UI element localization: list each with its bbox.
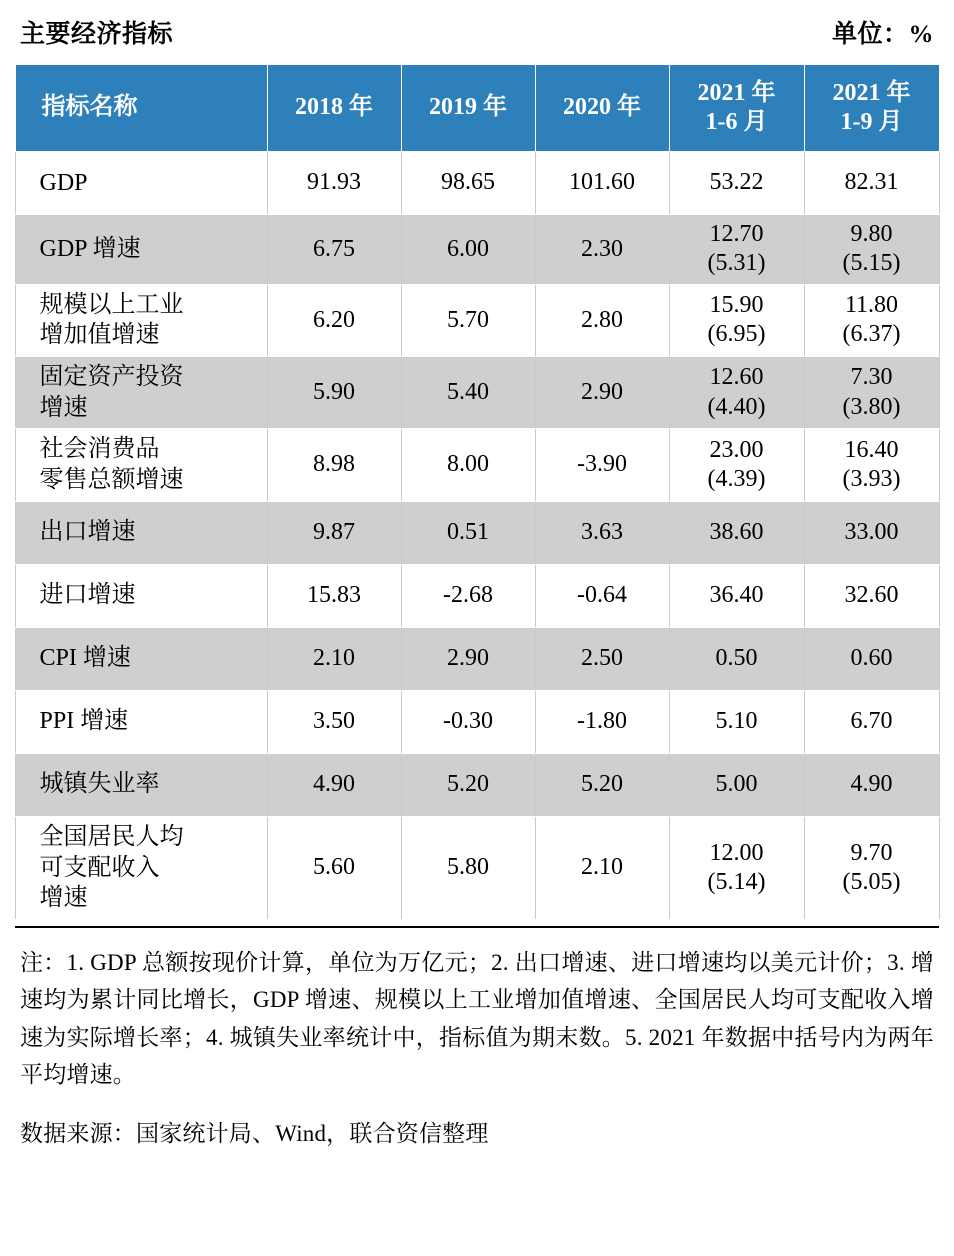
cell-2021-q3: 6.70 [804, 690, 939, 753]
row-label-line1: CPI 增速 [39, 645, 131, 672]
row-label-line2: 增速 [39, 394, 88, 421]
column-header-2018: 2018 年 [267, 65, 401, 152]
cell-2020: 2.50 [535, 627, 669, 690]
row-label [15, 690, 267, 753]
cell-2018: 15.83 [267, 564, 401, 627]
cell-2020: 2.10 [535, 816, 669, 919]
cell-2021-q3 [804, 284, 939, 356]
table-header-row [15, 65, 939, 152]
cell-2021-h1-value: 12.70 [709, 221, 764, 247]
cell-2020: 101.60 [535, 152, 669, 215]
cell-2021-q3 [804, 356, 939, 428]
cell-2020: -0.64 [535, 564, 669, 627]
page-title: 主要经济指标 [20, 21, 174, 48]
cell-2021-q3: 4.90 [804, 753, 939, 816]
cell-2018: 91.93 [267, 152, 401, 215]
table-row [15, 690, 939, 753]
column-header-indicator: 指标名称 [15, 65, 267, 152]
title-row [20, 14, 934, 50]
cell-2018: 5.60 [267, 816, 401, 919]
row-label [15, 284, 267, 356]
table-row [15, 627, 939, 690]
cell-2020: 2.90 [535, 356, 669, 428]
cell-2021-h1 [669, 152, 804, 215]
cell-2021-h1-value: 12.60 [709, 364, 764, 391]
cell-2021-q3-value: 7.30 [850, 364, 893, 391]
unit-label: 单位：% [831, 21, 934, 48]
cell-2021-h1: 5.10 [669, 690, 804, 753]
row-label [15, 816, 267, 919]
table-row [15, 429, 939, 501]
cell-2021-h1 [669, 429, 804, 501]
cell-2021-h1 [669, 816, 804, 919]
table-row [15, 284, 939, 356]
row-label-line1: GDP [39, 169, 88, 196]
cell-2021-h1-value: 15.90 [709, 291, 764, 318]
column-header-2021-q3 [804, 65, 939, 152]
row-label [15, 753, 267, 816]
row-label [15, 627, 267, 690]
cell-2021-q3-value: 16.40 [844, 436, 899, 463]
cell-2018: 4.90 [267, 753, 401, 816]
cell-2021-h1-value: 53.22 [709, 169, 764, 196]
cell-2019: 5.20 [401, 753, 535, 816]
cell-2021-q3: 0.60 [804, 627, 939, 690]
row-label-line1: 进口增速 [39, 582, 136, 609]
table-row [15, 215, 939, 285]
cell-2018: 6.20 [267, 284, 401, 356]
cell-2021-q3-value: 11.80 [844, 291, 899, 318]
table-notes: 注：1. GDP 总额按现价计算，单位为万亿元；2. 出口增速、进口增速均以美元计价；3. 增速均为累计同比增长，GDP 增速、规模以上工业增加值增速、全国居民人均可支配收入增速为实际增长率；4. 城镇失业率统计中，指标值为期末数。5. 2021 年数据中括号内为两年平均增速。 [20, 950, 934, 1087]
cell-2018: 5.90 [267, 356, 401, 428]
cell-2019: 8.00 [401, 429, 535, 501]
cell-2020: -1.80 [535, 690, 669, 753]
row-label-line1: 社会消费品 [39, 436, 160, 463]
row-label-line1: 城镇失业率 [39, 771, 160, 798]
column-header-2021-q3-line1: 2021 年 [832, 79, 911, 106]
row-label [15, 215, 267, 285]
cell-2019: 98.65 [401, 152, 535, 215]
row-label-line2: 增加值增速 [39, 322, 160, 349]
cell-2021-q3-value: 9.80 [850, 221, 893, 247]
cell-2021-h1-subvalue: (4.39) [707, 466, 766, 493]
row-label-line1: 出口增速 [39, 519, 136, 546]
row-label [15, 501, 267, 564]
cell-2019: -2.68 [401, 564, 535, 627]
table-row [15, 501, 939, 564]
cell-2019: -0.30 [401, 690, 535, 753]
economic-indicators-table [15, 64, 940, 920]
cell-2021-h1-subvalue: (4.40) [707, 393, 766, 420]
row-label-line1: 全国居民人均 [39, 823, 184, 850]
cell-2021-h1: 0.50 [669, 627, 804, 690]
cell-2021-q3-value: 9.70 [850, 839, 893, 866]
cell-2021-q3: 33.00 [804, 501, 939, 564]
cell-2018: 8.98 [267, 429, 401, 501]
cell-2019: 0.51 [401, 501, 535, 564]
row-label-line1: 规模以上工业 [39, 291, 184, 318]
table-header [15, 65, 939, 152]
table-row [15, 356, 939, 428]
cell-2021-q3-value: 82.31 [844, 169, 899, 196]
cell-2019: 2.90 [401, 627, 535, 690]
cell-2021-h1-subvalue: (5.31) [707, 250, 766, 277]
cell-2021-h1: 36.40 [669, 564, 804, 627]
table-row [15, 816, 939, 919]
column-header-2019: 2019 年 [401, 65, 535, 152]
column-header-2021-h1-line2: 1-6 月 [705, 109, 768, 135]
row-label-line1: 固定资产投资 [39, 363, 184, 390]
cell-2021-h1-value: 23.00 [709, 436, 764, 463]
table-row [15, 564, 939, 627]
table-row [15, 753, 939, 816]
cell-2019: 5.70 [401, 284, 535, 356]
column-header-2021-h1-line1: 2021 年 [697, 79, 776, 106]
row-label-line1: GDP 增速 [39, 235, 141, 262]
cell-2021-q3: 32.60 [804, 564, 939, 627]
row-label-line3: 增速 [39, 885, 88, 912]
cell-2021-q3 [804, 429, 939, 501]
cell-2021-h1-subvalue: (6.95) [707, 321, 766, 348]
row-label [15, 152, 267, 215]
row-label [15, 429, 267, 501]
row-label [15, 564, 267, 627]
table-bottom-rule [15, 926, 939, 928]
cell-2021-h1-value: 12.00 [709, 839, 764, 866]
cell-2019: 5.40 [401, 356, 535, 428]
column-header-2021-h1 [669, 65, 804, 152]
cell-2018: 3.50 [267, 690, 401, 753]
cell-2019: 6.00 [401, 215, 535, 285]
cell-2021-q3 [804, 152, 939, 215]
cell-2021-h1 [669, 356, 804, 428]
cell-2020: 3.63 [535, 501, 669, 564]
row-label [15, 356, 267, 428]
column-header-2021-q3-line2: 1-9 月 [840, 109, 903, 135]
cell-2021-q3-subvalue: (5.15) [842, 250, 901, 277]
cell-2021-q3-subvalue: (6.37) [842, 321, 901, 348]
cell-2020: 5.20 [535, 753, 669, 816]
row-label-line2: 零售总额增速 [39, 467, 184, 494]
cell-2018: 9.87 [267, 501, 401, 564]
cell-2020: -3.90 [535, 429, 669, 501]
cell-2018: 6.75 [267, 215, 401, 285]
cell-2021-h1: 38.60 [669, 501, 804, 564]
cell-2018: 2.10 [267, 627, 401, 690]
cell-2021-q3-subvalue: (3.80) [842, 393, 901, 420]
cell-2021-h1-subvalue: (5.14) [707, 868, 766, 895]
cell-2021-h1: 5.00 [669, 753, 804, 816]
data-source: 数据来源：国家统计局、Wind，联合资信整理 [20, 1121, 489, 1146]
row-label-line1: PPI 增速 [39, 708, 129, 735]
cell-2021-q3-subvalue: (5.05) [842, 868, 901, 895]
cell-2021-q3 [804, 816, 939, 919]
row-label-line2: 可支配收入 [39, 854, 160, 881]
cell-2019: 5.80 [401, 816, 535, 919]
cell-2020: 2.80 [535, 284, 669, 356]
table-body [15, 152, 939, 920]
table-row [15, 152, 939, 215]
cell-2021-h1 [669, 215, 804, 285]
cell-2021-q3-subvalue: (3.93) [842, 466, 901, 493]
column-header-2020: 2020 年 [535, 65, 669, 152]
cell-2021-h1 [669, 284, 804, 356]
cell-2020: 2.30 [535, 215, 669, 285]
cell-2021-q3 [804, 215, 939, 285]
